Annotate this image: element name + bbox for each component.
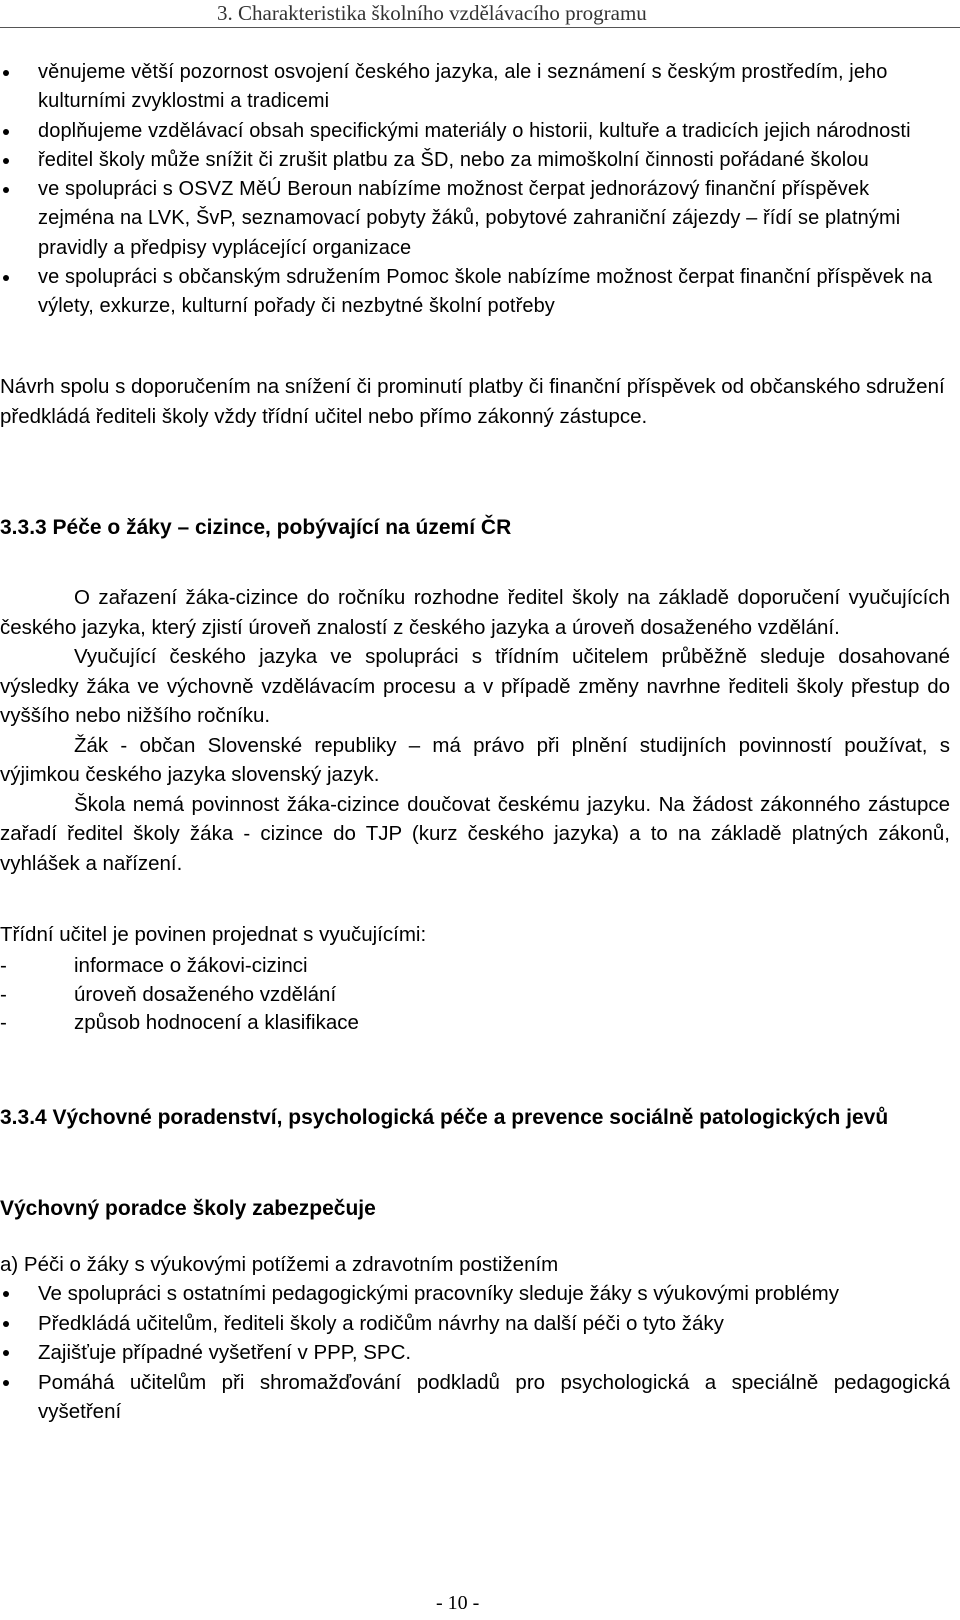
- subheading: Výchovný poradce školy zabezpečuje: [0, 1197, 376, 1220]
- section-paragraph: [0, 583, 950, 878]
- proposal-paragraph: Návrh spolu s doporučením na snížení či prominutí platby či finanční příspěvek od občanského sdružení předkládá řediteli školy vždy třídní učitel nebo přímo zákonný zástupce.: [0, 375, 945, 428]
- list-item-text: úroveň dosaženého vzdělání: [74, 982, 337, 1006]
- list-item: Zajišťuje případné vyšetření v PPP, SPC.: [0, 1338, 950, 1368]
- teacher-duties-list: [0, 952, 950, 1038]
- list-item: [0, 981, 950, 1010]
- page-number: - 10 -: [436, 1592, 480, 1614]
- section-heading-3-3-3: 3.3.3 Péče o žáky – cizince, pobývající na území ČR: [0, 516, 512, 539]
- counselor-duties-list: [0, 1279, 950, 1427]
- list-item: Předkládá učitelům, řediteli školy a rodičům návrhy na další péči o tyto žáky: [0, 1309, 950, 1339]
- list-item: Ve spolupráci s ostatními pedagogickými pracovníky sleduje žáky s výukovými problémy: [0, 1279, 950, 1309]
- list-item: věnujeme větší pozornost osvojení českého jazyka, ale i seznámení s českým prostředím, jeho kulturními zvyklostmi a tradicemi: [0, 58, 950, 117]
- list-item: [0, 952, 950, 981]
- support-measures-list: [0, 58, 950, 322]
- section-heading-3-3-4: 3.3.4 Výchovné poradenství, psychologická péče a prevence sociálně patologických jevů: [0, 1106, 889, 1129]
- list-item: doplňujeme vzdělávací obsah specifickými materiály o historii, kultuře a tradicích jejich národnosti: [0, 117, 950, 146]
- page-header: [0, 0, 960, 26]
- list-item: ve spolupráci s OSVZ MěÚ Beroun nabízíme možnost čerpat jednorázový finanční příspěvek zejména na LVK, ŠvP, seznamovací pobyty žáků, pobytové zahraniční zájezdy – řídí se platnými pravidly a předpisy vyplácející organizace: [0, 175, 950, 263]
- dash-marker: -: [0, 1011, 7, 1034]
- list-item: ve spolupráci s občanským sdružením Pomoc škole nabízíme možnost čerpat finanční příspěvek na výlety, exkurze, kulturní pořady či nezbytné školní potřeby: [0, 263, 950, 322]
- list-item-text: způsob hodnocení a klasifikace: [74, 1011, 359, 1034]
- header-divider: [0, 27, 960, 28]
- dash-marker: -: [0, 982, 7, 1006]
- paragraph-text: Žák - občan Slovenské republiky – má právo při plnění studijních povinností používat, s výjimkou českého jazyka slovenský jazyk.: [0, 733, 950, 786]
- teacher-duty-label: Třídní učitel je povinen projednat s vyučujícími:: [0, 923, 427, 946]
- paragraph-text: Škola nemá povinnost žáka-cizince doučovat českému jazyku. Na žádost zákonného zástupce zařadí ředitel školy žáka - cizince do TJP (kurz českého jazyka) a to na základě platných zákonů, vyhlášek a nařízení.: [0, 792, 950, 875]
- item-a: a) Péči o žáky s výukovými potížemi a zdravotním postižením: [0, 1253, 559, 1276]
- paragraph-text: O zařazení žáka-cizince do ročníku rozhodne ředitel školy na základě doporučení vyučujících českého jazyka, který zjistí úroveň znalostí z českého jazyka a úroveň dosaženého vzdělání.: [0, 586, 950, 639]
- list-item: [0, 1009, 950, 1038]
- list-item: Pomáhá učitelům při shromažďování podkladů pro psychologická a speciálně pedagogická vyšetření: [0, 1368, 950, 1427]
- list-item-text: informace o žákovi-cizinci: [74, 954, 308, 977]
- header-title: 3. Charakteristika školního vzdělávacího programu: [217, 1, 647, 25]
- list-item: ředitel školy může snížit či zrušit platbu za ŠD, nebo za mimoškolní činnosti pořádané školou: [0, 146, 950, 175]
- dash-marker: -: [0, 954, 7, 977]
- paragraph-text: Vyučující českého jazyka ve spolupráci s třídním učitelem průběžně sleduje dosahované výsledky žáka ve výchovně vzdělávacím procesu a v případě změny navrhne řediteli školy přestup do vyššího nebo nižšího ročníku.: [0, 645, 950, 727]
